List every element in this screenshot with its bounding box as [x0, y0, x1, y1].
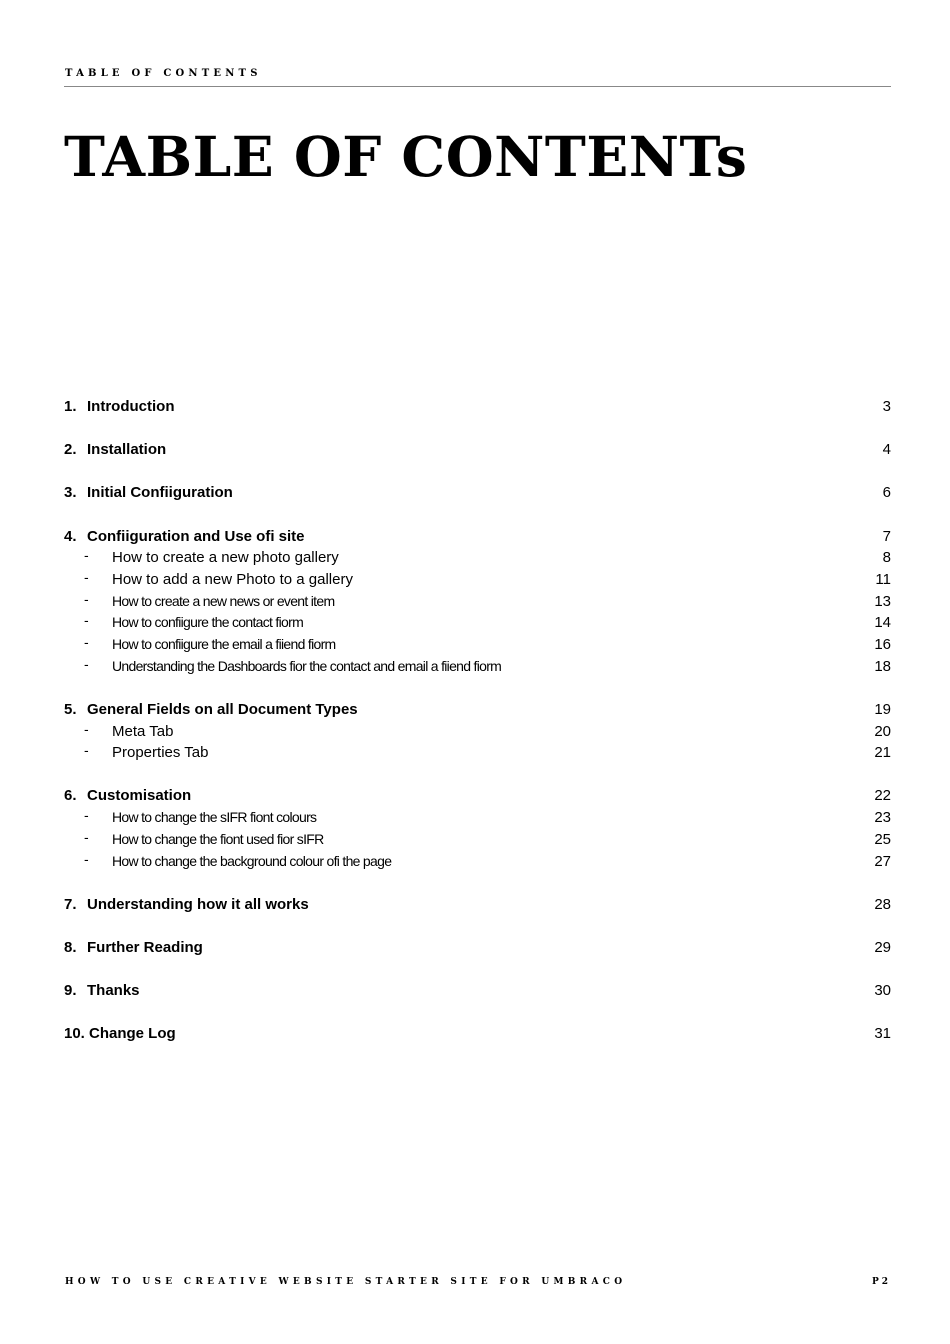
toc-entry-title: Further Reading: [87, 938, 203, 956]
toc-subentry[interactable]: [64, 547, 891, 569]
footer-document-title: HOW TO USE CREATIVE WEBSITE STARTER SITE FOR UMBRACO: [65, 1277, 627, 1287]
toc-subentry-title: How to create a new news or event item: [112, 592, 335, 609]
toc-entry[interactable]: [64, 699, 891, 721]
page-title: TABLE OF CONTENTs: [64, 124, 748, 189]
toc-entry-number: 5.: [64, 700, 77, 718]
toc-entry-title: Installation: [87, 441, 167, 459]
toc-subentry[interactable]: [64, 742, 891, 764]
toc-section: [64, 526, 891, 678]
toc-entry[interactable]: [64, 937, 891, 959]
running-header: TABLE OF CONTENTS: [65, 68, 262, 79]
toc-subentry-page: 8: [882, 549, 891, 567]
toc-subentry-page: 11: [875, 570, 891, 588]
toc-subentry-page: 13: [874, 592, 891, 610]
toc-entry-number: 8.: [64, 938, 77, 956]
toc-subentry-title: How to change the background colour ofi the page: [112, 852, 392, 869]
list-dash: -: [84, 634, 88, 650]
list-dash: -: [84, 547, 89, 564]
toc-entry-title: Customisation: [87, 787, 192, 805]
list-dash: -: [84, 655, 88, 672]
toc-entry-title: General Fields on all Document Types: [87, 700, 358, 718]
toc-entry-number: 9.: [64, 982, 77, 1000]
toc-subentry-title: How to change the fiont used fior sIFR: [112, 830, 324, 847]
toc-entry[interactable]: [64, 785, 891, 807]
toc-entry[interactable]: [64, 526, 891, 548]
toc-entry-title: Initial Confiiguration: [87, 484, 233, 502]
toc-subentry-title: How to create a new photo gallery: [112, 549, 339, 567]
toc-entry[interactable]: [64, 396, 891, 418]
toc-entry-title: Change Log: [89, 1025, 176, 1043]
toc-entry-title: Introduction: [87, 398, 175, 415]
toc-entry-page: 30: [874, 982, 891, 1000]
toc-entry[interactable]: [64, 1023, 891, 1045]
toc-subentry[interactable]: [64, 829, 891, 851]
toc-subentry[interactable]: [64, 612, 891, 634]
toc-entry-title: Thanks: [87, 982, 140, 1000]
toc-entry-number: 4.: [64, 527, 77, 545]
toc-subentry-page: 14: [874, 614, 891, 632]
toc-entry-page: 22: [874, 787, 891, 805]
toc-entry-number: 6.: [64, 787, 77, 805]
list-dash: -: [84, 742, 89, 759]
toc-subentry[interactable]: [64, 721, 891, 743]
list-dash: -: [84, 807, 88, 824]
toc-entry-page: 4: [882, 441, 891, 459]
toc-entry[interactable]: [64, 439, 891, 461]
toc-entry-number: 2.: [64, 441, 77, 459]
list-dash: -: [84, 590, 88, 607]
toc-subentry[interactable]: [64, 569, 891, 591]
header-rule: [64, 86, 891, 87]
toc-entry-number: 3.: [64, 484, 77, 502]
toc-entry[interactable]: [64, 894, 891, 916]
toc-entry-number: 7.: [64, 895, 77, 913]
toc-section: [64, 439, 891, 461]
toc-subentry-title: How to add a new Photo to a gallery: [112, 570, 353, 588]
toc-subentry[interactable]: [64, 634, 891, 656]
toc-subentry-page: 25: [874, 830, 891, 848]
toc-subentry-title: Properties Tab: [112, 744, 209, 762]
toc-subentry-title: How to confiigure the contact fiorm: [112, 614, 304, 631]
toc-subentry-page: 16: [874, 636, 891, 653]
toc-entry-page: 6: [882, 484, 891, 502]
toc-section: [64, 396, 891, 418]
toc-subentry-page: 20: [874, 722, 891, 740]
toc-subentry[interactable]: [64, 807, 891, 829]
toc-entry-title: Confiiguration and Use ofi site: [87, 527, 305, 545]
toc-subentry-page: 18: [874, 657, 891, 675]
toc-entry[interactable]: [64, 980, 891, 1002]
toc-entry-page: 28: [874, 895, 891, 913]
toc-subentry[interactable]: [64, 851, 891, 873]
toc-entry-page: 7: [882, 527, 891, 545]
toc-entry[interactable]: [64, 482, 891, 504]
toc-entry-page: 29: [874, 938, 891, 956]
toc-subentry-title: How to change the sIFR fiont colours: [112, 809, 317, 826]
toc-section: [64, 699, 891, 764]
toc-subentry-title: Understanding the Dashboards fior the contact and email a fiiend fiorm: [112, 657, 502, 674]
toc-section: [64, 482, 891, 504]
toc-entry-number: 10.: [64, 1025, 85, 1043]
toc-entry-page: 3: [882, 398, 891, 415]
toc-subentry-title: Meta Tab: [112, 722, 174, 740]
toc-subentry[interactable]: [64, 656, 891, 678]
list-dash: -: [84, 720, 89, 737]
footer-page-number: P2: [871, 1277, 891, 1287]
toc-entry-page: 19: [874, 700, 891, 718]
toc-subentry-page: 23: [874, 809, 891, 827]
toc-section: [64, 785, 891, 872]
toc-subentry[interactable]: [64, 591, 891, 613]
list-dash: -: [84, 568, 89, 585]
list-dash: -: [84, 828, 88, 845]
table-of-contents: [64, 396, 891, 1066]
toc-subentry-title: How to confiigure the email a fiiend fiorm: [112, 636, 336, 652]
toc-section: [64, 980, 891, 1002]
list-dash: -: [84, 850, 88, 867]
toc-section: [64, 894, 891, 916]
toc-subentry-page: 27: [874, 852, 891, 870]
toc-section: [64, 1023, 891, 1045]
toc-entry-title: Understanding how it all works: [87, 895, 309, 913]
toc-subentry-page: 21: [874, 744, 891, 762]
toc-entry-page: 31: [874, 1025, 891, 1043]
toc-entry-number: 1.: [64, 398, 77, 415]
toc-section: [64, 937, 891, 959]
list-dash: -: [84, 612, 88, 629]
